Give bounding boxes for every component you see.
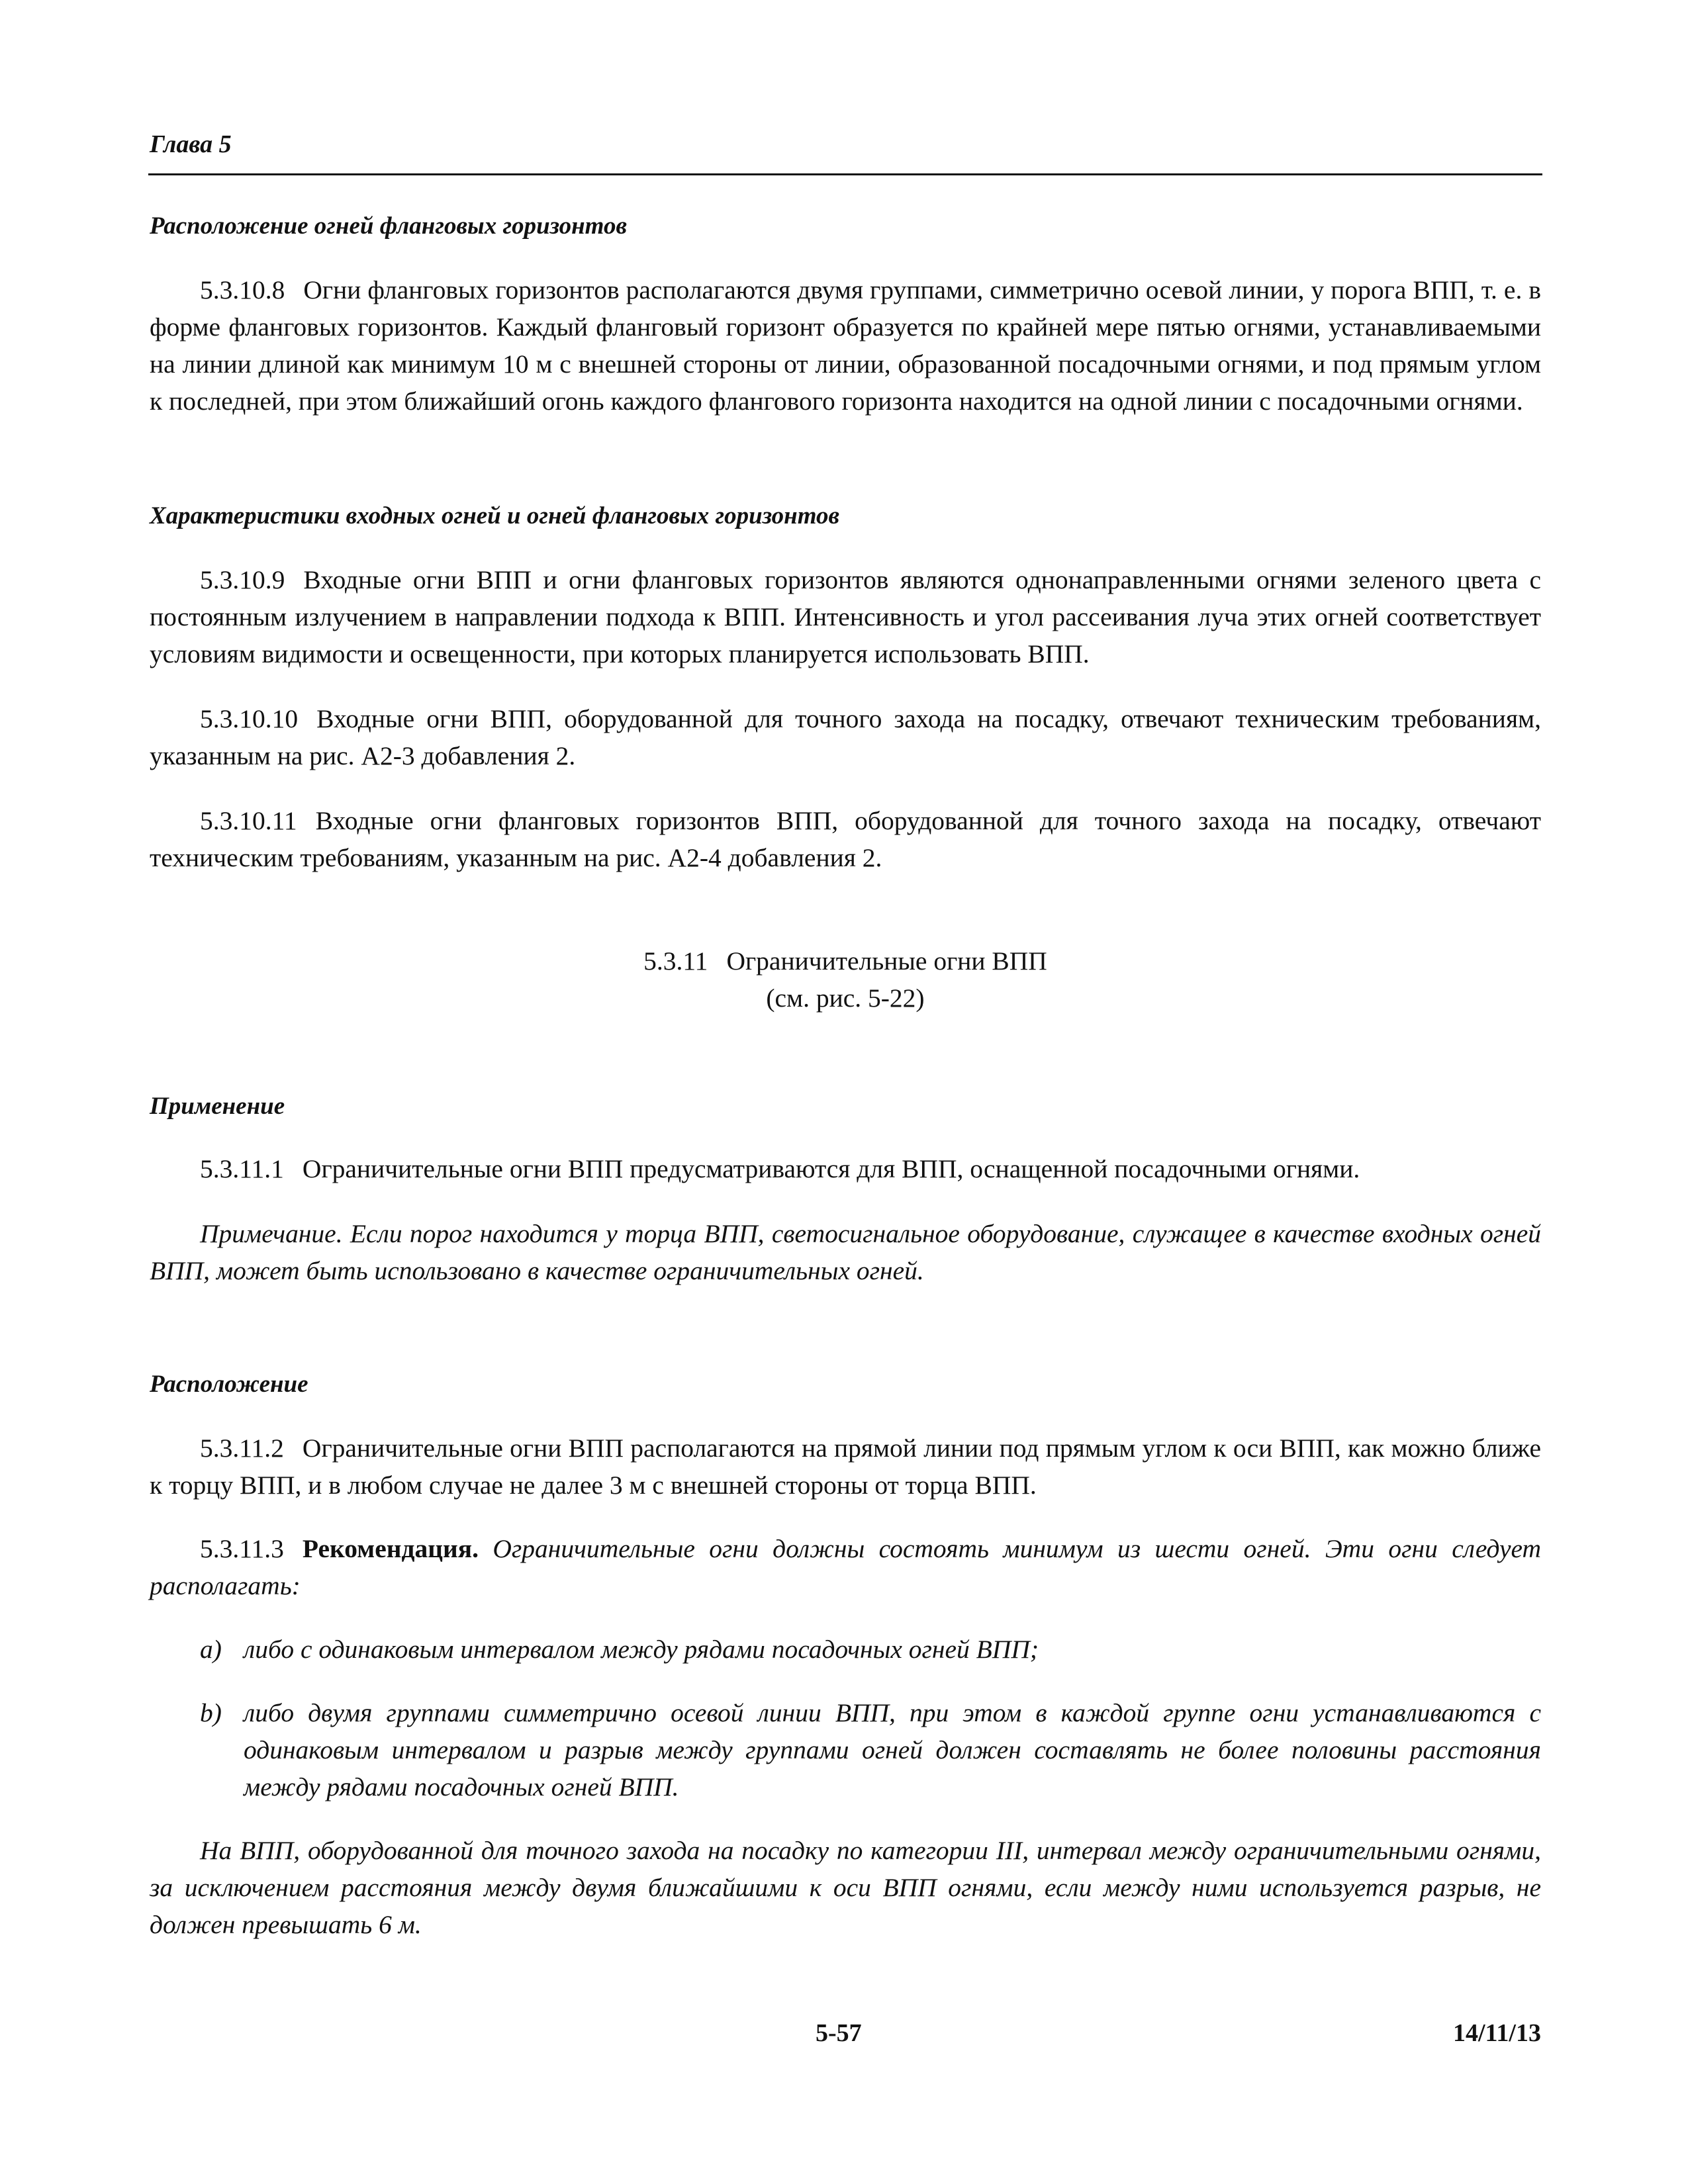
- paragraph-number: 5.3.10.10: [200, 704, 299, 733]
- subsection-reference: (см. рис. 5-22): [766, 983, 925, 1013]
- paragraph-number: 5.3.10.11: [200, 806, 297, 835]
- paragraph: [150, 271, 1541, 420]
- section-heading: Расположение: [150, 1371, 308, 1398]
- paragraph-number: 5.3.11.3: [200, 1534, 284, 1563]
- recommendation-label: Рекомендация.: [302, 1534, 479, 1563]
- paragraph-text: Ограничительные огни ВПП предусматриваются для ВПП, оснащенной посадочными огнями.: [302, 1154, 1360, 1183]
- paragraph-text: Ограничительные огни ВПП располагаются на прямой линии под прямым углом к оси ВПП, как можно ближе к торцу ВПП, и в любом случае не далее 3 м с внешней стороны от торца ВПП.: [150, 1433, 1541, 1500]
- paragraph: [150, 1150, 1541, 1187]
- list-item-text: либо двумя группами симметрично осевой линии ВПП, при этом в каждой группе огни устанавливаются с одинаковым интервалом и разрыв между группами огней должен составлять не более половины расстояния между рядами посадочных огней ВПП.: [244, 1698, 1541, 1801]
- paragraph-text: Входные огни фланговых горизонтов ВПП, оборудованной для точного захода на посадку, отвечают техническим требованиям, указанным на рис. A2-4 добавления 2.: [150, 806, 1541, 872]
- section-heading: Применение: [150, 1093, 285, 1120]
- subsection-title-text: Ограничительные огни ВПП: [726, 946, 1047, 976]
- list-item-text: либо с одинаковым интервалом между рядами посадочных огней ВПП;: [244, 1635, 1039, 1664]
- page-header-title: Глава 5: [150, 130, 232, 158]
- note: Примечание. Если порог находится у торца ВПП, светосигнальное оборудование, служащее в качестве входных огней ВПП, может быть использовано в качестве ограничительных огней.: [150, 1219, 1541, 1285]
- paragraph: [150, 1430, 1541, 1504]
- list-item: [150, 1694, 1541, 1805]
- subsection-number: 5.3.11: [643, 946, 708, 976]
- list-item: [150, 1631, 1541, 1668]
- paragraph: [150, 1530, 1541, 1604]
- paragraph-text: Огни фланговых горизонтов располагаются двумя группами, симметрично осевой линии, у порога ВПП, т. е. в форме фланговых горизонтов. Каждый фланговый горизонт образуется по крайней мере пятью огнями, устанавливаемыми на линии длиной как минимум 10 м с внешней стороны от линии, образованной посадочными огнями, и под прямым углом к последней, при этом ближайший огонь каждого флангового горизонта находится на одной линии с посадочными огнями.: [150, 275, 1541, 416]
- paragraph: [150, 700, 1541, 774]
- paragraph: [150, 802, 1541, 876]
- paragraph: [150, 561, 1541, 672]
- footer-date: 14/11/13: [1452, 2019, 1541, 2047]
- header-rule: [148, 173, 1542, 175]
- section-heading: Характеристики входных огней и огней фланговых горизонтов: [150, 502, 840, 529]
- section-heading: Расположение огней фланговых горизонтов: [150, 212, 627, 240]
- paragraph-text: Входные огни ВПП, оборудованной для точного захода на посадку, отвечают техническим требованиям, указанным на рис. A2-3 добавления 2.: [150, 704, 1541, 770]
- paragraph-number: 5.3.11.1: [200, 1154, 284, 1183]
- paragraph-number: 5.3.11.2: [200, 1433, 284, 1463]
- paragraph-text: Входные огни ВПП и огни фланговых горизонтов являются однонаправленными огнями зеленого цвета с постоянным излучением в направлении подхода к ВПП. Интенсивность и угол рассеивания луча этих огней соответствует условиям видимости и освещенности, при которых планируется использовать ВПП.: [150, 565, 1541, 668]
- document-body: [150, 199, 1541, 1943]
- closing-paragraph: На ВПП, оборудованной для точного захода на посадку по категории III, интервал между ограничительными огнями, за исключением расстояния между двумя ближайшими к оси ВПП огнями, если между ними используется разрыв, не должен превышать 6 м.: [150, 1836, 1541, 1939]
- paragraph-number: 5.3.10.8: [200, 275, 285, 304]
- list-marker: a): [200, 1635, 222, 1664]
- paragraph-text: Ограничительные огни должны состоять минимум из шести огней. Эти огни следует располагать:: [150, 1534, 1542, 1600]
- list-marker: b): [200, 1698, 222, 1727]
- paragraph-number: 5.3.10.9: [200, 565, 285, 594]
- subsection-title: [150, 942, 1541, 979]
- page-number: 5-57: [816, 2019, 862, 2047]
